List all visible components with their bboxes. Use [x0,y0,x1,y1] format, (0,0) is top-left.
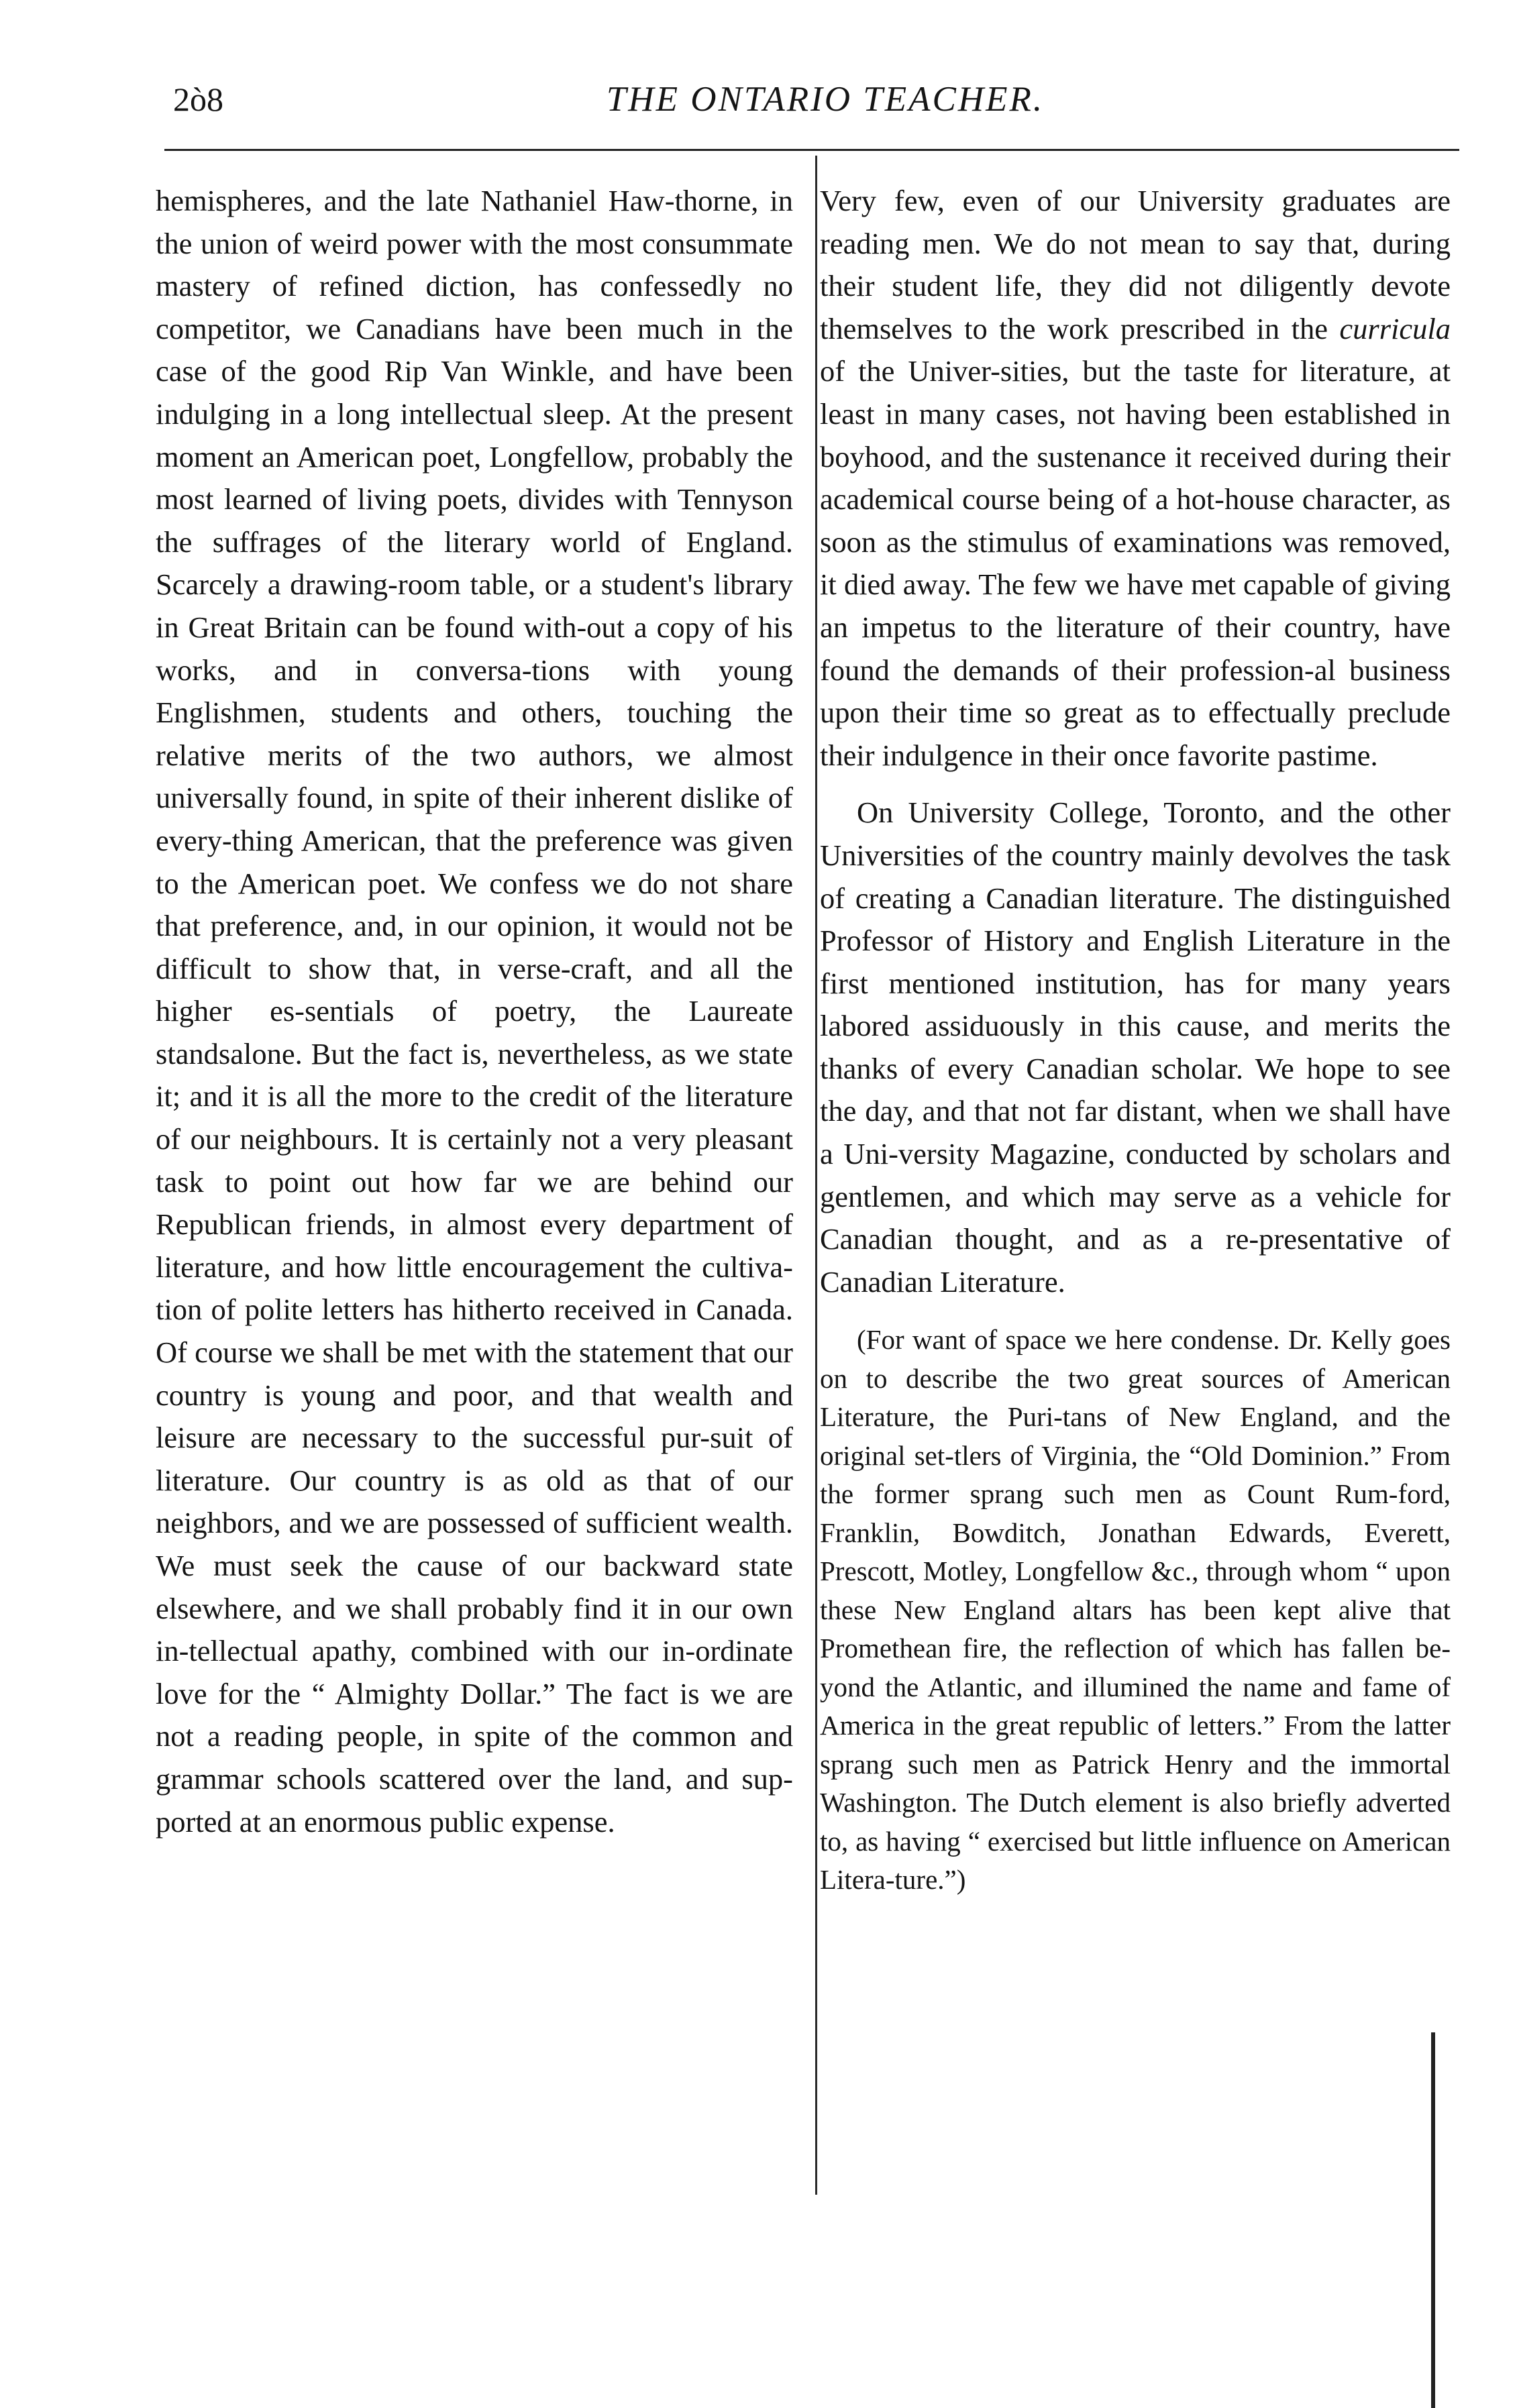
right-paragraph-2: On University College, Toronto, and the other Universities of the country mainly devolves the task of creating a Canadian literature. The distinguished Professor of History and English Literature in the first mentioned institution, has for many years labored assiduously in this cause, and merits the thanks of every Canadian scholar. We hope to see the day, and that not far distant, when we shall have a Uni-versity Magazine, conducted by scholars and gentlemen, and which may serve as a vehicle for Canadian thought, and as a re-presentative of Canadian Literature. [820,796,1451,1299]
right-paragraph-3: (For want of space we here condense. Dr. Kelly goes on to describe the two great sources of American Literature, the Puri-tans of New England, and the original set-tlers of Virginia, the “Old Dominion.” From the former sprang such men as Count Rum-ford, Franklin, Bowditch, Jonathan Edwards, Everett, Prescott, Motley, Longfellow &c., through whom “ upon these New England altars has been kept alive that Promethean fire, the reflection of which has fallen be-yond the Atlantic, and illumined the name and fame of America in the great republic of letters.” From the latter sprang such men as Patrick Henry and the immortal Washington. The Dutch element is also briefly adverted to, as having “ exercised but little influence on American Litera-ture.”) [820,1324,1451,1896]
column-divider [815,156,817,2195]
right-paragraph-1 [820,180,1451,777]
left-column [156,180,793,1843]
right-column [820,180,1451,1900]
left-paragraph-1: hemispheres, and the late Nathaniel Haw-thorne, in the union of weird power with the most consummate mastery of refined diction, has confessedly no competitor, we Canadians have been much in the case of the good Rip Van Winkle, and have been indulging in a long intellectual sleep. At the present moment an American poet, Longfellow, probably the most learned of living poets, divides with Tennyson the suffrages of the literary world of England. Scarcely a drawing-room table, or a student's library in Great Britain can be found with-out a copy of his works, and in conversa-tions with young Englishmen, students and others, touching the relative merits of the two authors, we almost universally found, in spite of their inherent dislike of every-thing American, that the preference was given to the American poet. We confess we do not share that preference, and, in our opinion, it would not be difficult to show that, in verse-craft, and all the higher es-sentials of poetry, the Laureate standsalone. But the fact is, nevertheless, as we state it; and it is all the more to the credit of the literature of our neighbours. It is certainly not a very pleasant task to point out how far we are behind our Republican friends, in almost every department of literature, and how little encouragement the cultiva-tion of polite letters has hitherto received in Canada. Of course we shall be met with the statement that our country is young and poor, and that wealth and leisure are necessary to the successful pur-suit of literature. Our country is as old as that of our neighbors, and we are possessed of sufficient wealth. We must seek the cause of our backward state elsewhere, and we shall probably find it in our own in-tellectual apathy, combined with our in-ordinate love for the “ Almighty Dollar.” The fact is we are not a reading people, in spite of the common and grammar schools scattered over the land, and sup-ported at an enormous public expense. [156,184,793,1839]
page-edge-mark [1431,2032,1435,2408]
page-number: 2ò8 [173,80,223,118]
running-title: THE ONTARIO TEACHER. [606,80,1045,119]
right-paragraph-1-italic: curricula [1339,311,1451,345]
right-paragraph-1-text-b: of the Univer-sities, but the taste for literature, at least in many cases, not having been established in boyhood, and the sustenance it received during their academical course being of a hot-house character, as soon as the stimulus of examinations was removed, it died away. The few we have met capable of giving an impetus to the literature of their country, have found the demands of their profession-al business upon their time so great as to effectually preclude their indulgence in their once favorite pastime. [820,354,1451,772]
header-rule [164,149,1459,151]
right-paragraph-1-text-a: Very few, even of our University graduates are reading men. We do not mean to say that, during their student life, they did not diligently devote themselves to the work prescribed in the [820,184,1451,345]
